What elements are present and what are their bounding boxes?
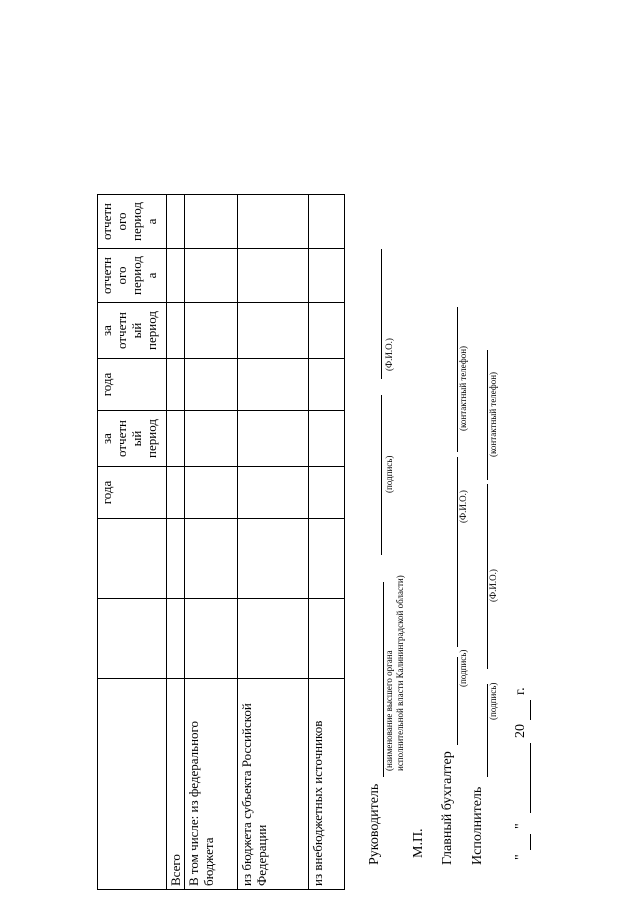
head-name-caption: (Ф.И.О.) [384, 338, 394, 371]
table-cell[interactable] [238, 249, 309, 303]
table-cell[interactable] [167, 249, 185, 303]
table-cell[interactable] [238, 599, 309, 679]
chief-name-caption: (Ф.И.О.) [458, 490, 468, 523]
head-label: Руководитель [367, 783, 382, 865]
table-cell[interactable] [185, 411, 238, 467]
table-cell[interactable] [309, 195, 345, 249]
table-row [167, 195, 185, 890]
table-cell[interactable] [238, 411, 309, 467]
table-cell[interactable] [167, 359, 185, 411]
table-row [185, 195, 238, 890]
header-cell [98, 519, 167, 599]
table-cell[interactable] [167, 303, 185, 359]
executor-name-caption: (Ф.И.О.) [488, 569, 498, 602]
head-signature-caption: (подпись) [384, 455, 394, 493]
table-cell[interactable] [238, 359, 309, 411]
table-header-row [98, 195, 167, 890]
table-cell[interactable] [167, 411, 185, 467]
executor-phone-caption: (контактный телефон) [488, 371, 498, 457]
date-quote-close: " [513, 823, 528, 829]
table-cell[interactable] [185, 195, 238, 249]
row-label: из бюджета субъекта Российской Федерации [238, 679, 309, 890]
executor-label: Исполнитель [470, 786, 485, 865]
seal-label: М.П. [411, 828, 426, 858]
table-cell[interactable] [167, 467, 185, 519]
table-cell[interactable] [185, 303, 238, 359]
header-cell: года [98, 467, 167, 519]
row-label: из внебюджетных источников [309, 679, 345, 890]
report-table [97, 194, 345, 890]
table-cell[interactable] [185, 467, 238, 519]
table-cell[interactable] [309, 249, 345, 303]
chief-accountant-label: Главный бухгалтер [440, 751, 455, 865]
table-cell[interactable] [238, 467, 309, 519]
date-year-line[interactable] [530, 700, 531, 720]
table-cell[interactable] [309, 519, 345, 599]
chief-signature-caption: (подпись) [458, 649, 468, 687]
table-cell[interactable] [167, 195, 185, 249]
header-cell: года [98, 359, 167, 411]
row-label: Всего [167, 679, 185, 890]
header-cell: отчетн ого период а [98, 195, 167, 249]
header-cell: отчетн ого период а [98, 249, 167, 303]
chief-phone-caption: (контактный телефон) [458, 345, 468, 431]
table-cell[interactable] [185, 359, 238, 411]
head-name-line[interactable] [381, 249, 382, 379]
table-row [309, 195, 345, 890]
header-cell: за отчетн ый период [98, 303, 167, 359]
row-label: В том числе: из федерального бюджета [185, 679, 238, 890]
date-quote-open: " [513, 854, 528, 860]
header-cell [98, 679, 167, 890]
executor-signature-caption: (подпись) [488, 682, 498, 720]
head-org-caption-1: (наименование высшего органа [384, 650, 394, 771]
table-cell[interactable] [167, 519, 185, 599]
table-cell[interactable] [309, 411, 345, 467]
table-row [238, 195, 309, 890]
head-org-caption-2: исполнительной власти Калининградской области) [395, 575, 405, 771]
date-day-line[interactable] [530, 834, 531, 850]
date-month-line[interactable] [530, 743, 531, 813]
table-cell[interactable] [238, 195, 309, 249]
header-cell [98, 599, 167, 679]
table-cell[interactable] [309, 359, 345, 411]
table-cell[interactable] [185, 599, 238, 679]
table-cell[interactable] [238, 519, 309, 599]
header-cell: за отчетн ый период [98, 411, 167, 467]
table-cell[interactable] [185, 249, 238, 303]
head-signature-line[interactable] [381, 395, 382, 555]
table-cell[interactable] [185, 519, 238, 599]
table-cell[interactable] [309, 467, 345, 519]
table-cell[interactable] [309, 303, 345, 359]
date-year-prefix: 20 [513, 724, 528, 738]
chief-name-line[interactable] [457, 457, 458, 647]
table-cell[interactable] [309, 599, 345, 679]
table-cell[interactable] [238, 303, 309, 359]
table-cell[interactable] [167, 599, 185, 679]
date-year-suffix: г. [513, 687, 528, 695]
